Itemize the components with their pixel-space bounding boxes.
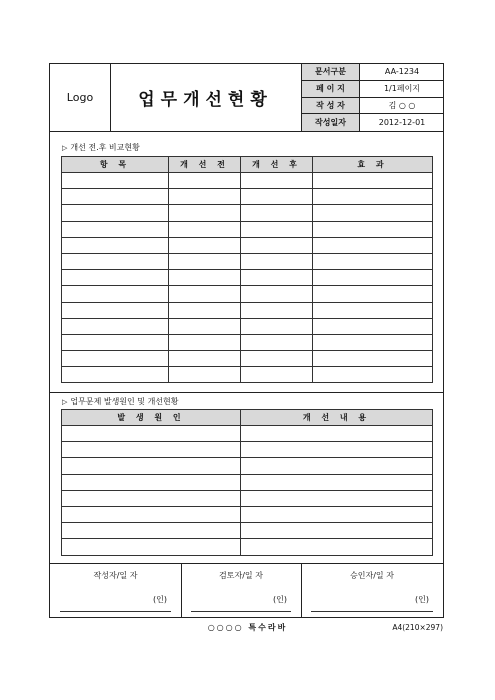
table-row [62,270,433,286]
table-cell[interactable] [62,474,241,490]
table-cell[interactable] [241,474,433,490]
col-after: 개 선 후 [241,157,313,173]
table-cell[interactable] [169,237,241,253]
table-cell[interactable] [62,173,169,189]
table-cell[interactable] [241,189,313,205]
meta-value: 1/1페이지 [383,84,421,94]
table-cell[interactable] [241,506,433,522]
table-cell[interactable] [62,302,169,318]
table-cell[interactable] [62,286,169,302]
table-row [62,173,433,189]
table-row [62,506,433,522]
meta-row-page [302,81,444,98]
table-cell[interactable] [62,205,169,221]
table-cell[interactable] [241,173,313,189]
section2-title [62,396,178,407]
cause-improvement-table [61,409,433,556]
col-before: 개 선 전 [169,157,241,173]
table-row [62,442,433,458]
table-cell[interactable] [313,351,433,367]
table-cell[interactable] [241,253,313,269]
table-cell[interactable] [169,221,241,237]
table-cell[interactable] [169,189,241,205]
table-cell[interactable] [241,270,313,286]
meta-key: 페 이 지 [302,81,360,97]
table-cell[interactable] [313,302,433,318]
signature-reviewer [181,564,302,618]
table-cell[interactable] [62,351,169,367]
table-cell[interactable] [62,253,169,269]
table-cell[interactable] [241,205,313,221]
table-cell[interactable] [169,351,241,367]
table-cell[interactable] [169,253,241,269]
table-cell[interactable] [313,253,433,269]
table-cell[interactable] [62,318,169,334]
table-row [62,334,433,350]
table-row [62,221,433,237]
table-cell[interactable] [62,539,241,555]
table-cell[interactable] [62,189,169,205]
meta-value: 2012-12-01 [378,118,426,128]
table-cell[interactable] [241,442,433,458]
table-cell[interactable] [169,302,241,318]
meta-key: 작성일자 [302,114,360,131]
table-row [62,205,433,221]
table-row [62,523,433,539]
seal-mark: (인) [273,595,287,604]
signature-line [311,611,433,612]
table-cell[interactable] [313,367,433,383]
col-cause: 발 생 원 인 [62,410,241,426]
signature-label: 검토자/일 자 [219,571,263,580]
table-cell[interactable] [62,334,169,350]
comparison-table [61,156,433,383]
col-improvement: 개 선 내 용 [241,410,433,426]
triangle-bullet-icon: ▷ [62,397,68,406]
table-cell[interactable] [241,351,313,367]
table-cell[interactable] [313,221,433,237]
table-cell[interactable] [313,173,433,189]
meta-table [301,64,444,131]
seal-mark: (인) [153,595,167,604]
table-cell[interactable] [241,237,313,253]
meta-key: 작 성 자 [302,98,360,114]
table-cell[interactable] [62,523,241,539]
table-cell[interactable] [62,442,241,458]
triangle-bullet-icon: ▷ [62,143,68,152]
table-cell[interactable] [62,426,241,442]
table-cell[interactable] [169,270,241,286]
table-cell[interactable] [241,302,313,318]
table-cell[interactable] [169,367,241,383]
table-row [62,490,433,506]
company-name: ○○○○ 특수라바 [207,623,288,632]
col-item: 항 목 [62,157,169,173]
table-cell[interactable] [313,270,433,286]
table-cell[interactable] [241,539,433,555]
table-cell[interactable] [62,458,241,474]
table-row [62,189,433,205]
meta-value: AA-1234 [384,67,420,77]
table-cell[interactable] [241,318,313,334]
table-cell[interactable] [62,490,241,506]
meta-row-doc-type [302,64,444,81]
table-cell[interactable] [169,173,241,189]
table-row [62,351,433,367]
signature-writer [50,564,182,618]
form-header [50,64,443,132]
signature-area [50,564,443,618]
signature-approver [301,564,443,618]
table-cell[interactable] [313,318,433,334]
table-cell[interactable] [62,237,169,253]
table-cell[interactable] [241,334,313,350]
table-cell[interactable] [313,237,433,253]
table-cell[interactable] [62,221,169,237]
table-cell[interactable] [169,205,241,221]
table-row [62,237,433,253]
table-cell[interactable] [241,490,433,506]
seal-mark: (인) [415,595,429,604]
meta-row-date [302,114,444,131]
signature-line [191,611,291,612]
table-cell[interactable] [313,334,433,350]
signature-label: 작성자/일 자 [93,571,138,580]
table-header-row [62,157,433,173]
table-cell[interactable] [62,270,169,286]
table-cell[interactable] [241,426,433,442]
section-divider [50,392,443,393]
table-row [62,474,433,490]
table-cell[interactable] [241,367,313,383]
table-row [62,458,433,474]
table-row [62,302,433,318]
table-cell[interactable] [241,458,433,474]
table-cell[interactable] [62,367,169,383]
table-cell[interactable] [241,221,313,237]
meta-row-author [302,98,444,115]
section1-title [62,142,140,153]
table-row [62,426,433,442]
meta-key: 문서구분 [302,64,360,80]
signature-line [60,611,171,612]
logo: Logo [50,64,111,131]
table-row [62,253,433,269]
table-cell[interactable] [169,286,241,302]
table-cell[interactable] [169,334,241,350]
col-effect: 효 과 [313,157,433,173]
table-row [62,539,433,555]
table-row [62,367,433,383]
section1-title-text: 개선 전.후 비교현황 [70,143,140,152]
table-cell[interactable] [169,318,241,334]
table-header-row [62,410,433,426]
paper-size: A4(210×297) [392,623,443,632]
table-row [62,286,433,302]
table-cell[interactable] [241,523,433,539]
section2-title-text: 업무문제 발생원인 및 개선현황 [70,397,179,406]
table-cell[interactable] [241,286,313,302]
table-cell[interactable] [62,506,241,522]
signature-label: 승인자/일 자 [350,571,394,580]
document-title: 업무개선현황 [138,90,273,110]
table-cell[interactable] [313,286,433,302]
meta-value: 김 ○ ○ [388,100,416,110]
form-frame [49,63,444,618]
table-cell[interactable] [313,189,433,205]
table-cell[interactable] [313,205,433,221]
table-row [62,318,433,334]
